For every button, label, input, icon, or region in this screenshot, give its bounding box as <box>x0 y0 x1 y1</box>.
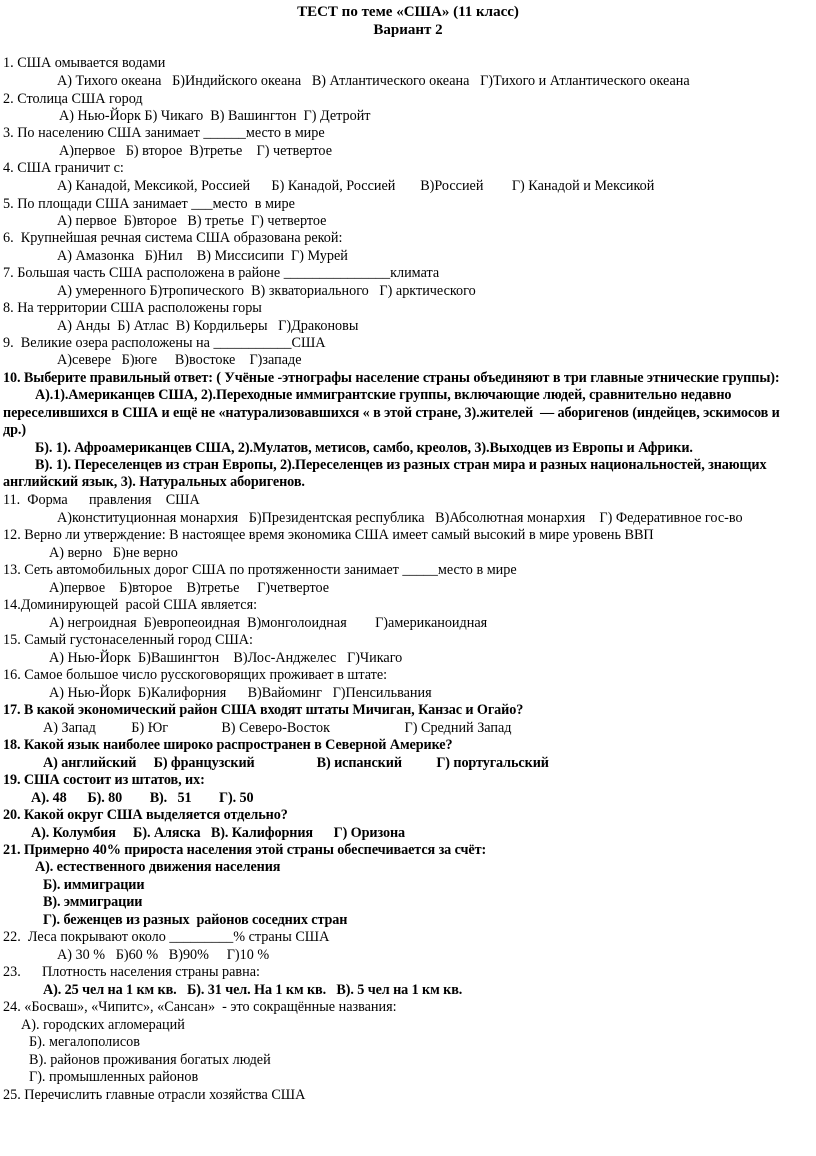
answer-10a-line3: др.) <box>3 422 26 438</box>
question-6: 6. Крупнейшая речная система США образована рекой: <box>3 230 343 246</box>
answers-9: А)севере Б)юге В)востоке Г)западе <box>57 352 302 368</box>
answers-11: А)конституционная монархия Б)Президентская республика В)Абсолютная монархия Г) Федеративное гос-во <box>57 510 743 526</box>
answer-21a: А). естественного движения населения <box>35 859 281 875</box>
question-13: 13. Сеть автомобильных дорог США по протяженности занимает _____место в мире <box>3 562 517 578</box>
question-2: 2. Столица США город <box>3 91 143 107</box>
answer-24d: Г). промышленных районов <box>29 1069 199 1085</box>
variant-label: Вариант 2 <box>373 22 443 38</box>
answer-21c: В). эммиграции <box>43 894 143 910</box>
question-11: 11. Форма правления США <box>3 492 200 508</box>
answers-3: А)первое Б) второе В)третье Г) четвертое <box>59 143 332 159</box>
answer-24c: В). районов проживания богатых людей <box>29 1052 271 1068</box>
question-16: 16. Самое большое число русскоговорящих проживает в штате: <box>3 667 388 683</box>
question-5: 5. По площади США занимает ___место в мире <box>3 196 295 212</box>
answers-4: А) Канадой, Мексикой, Россией Б) Канадой, Россией В)Россией Г) Канадой и Мексикой <box>57 178 655 194</box>
answers-8: А) Анды Б) Атлас В) Кордильеры Г)Драконовы <box>57 318 359 334</box>
answers-18: А) английский Б) французский В) испанский Г) португальский <box>43 755 549 771</box>
question-10: 10. Выберите правильный ответ: ( Учёные -этнографы население страны объединяют в три главные этнические группы): <box>3 370 780 386</box>
question-9: 9. Великие озера расположены на ___________США <box>3 335 326 351</box>
question-14: 14.Доминирующей расой США является: <box>3 597 258 613</box>
question-25: 25. Перечислить главные отрасли хозяйства США <box>3 1087 306 1103</box>
answers-19: А). 48 Б). 80 В). 51 Г). 50 <box>31 790 254 806</box>
answers-17: А) Запад Б) Юг В) Северо-Восток Г) Средний Запад <box>43 720 512 736</box>
question-8: 8. На территории США расположены горы <box>3 300 262 316</box>
answers-15: А) Нью-Йорк Б)Вашингтон В)Лос-Анджелес Г)Чикаго <box>49 650 403 666</box>
question-19: 19. США состоит из штатов, их: <box>3 772 205 788</box>
answer-24b: Б). мегалополисов <box>29 1034 140 1050</box>
question-21: 21. Примерно 40% прироста населения этой страны обеспечивается за счёт: <box>3 842 487 858</box>
answers-12: А) верно Б)не верно <box>49 545 178 561</box>
answers-22: А) 30 % Б)60 % В)90% Г)10 % <box>57 947 270 963</box>
answers-23: А). 25 чел на 1 км кв. Б). 31 чел. На 1 км кв. В). 5 чел на 1 км кв. <box>43 982 463 998</box>
answers-20: А). Колумбия Б). Аляска В). Калифорния Г) Оризона <box>31 825 406 841</box>
question-3: 3. По населению США занимает ______место в мире <box>3 125 325 141</box>
answer-10a-line1: А).1).Американцев США, 2).Переходные иммигрантские группы, включающие людей, сравнительно недавно <box>35 387 732 403</box>
answer-24a: А). городских агломераций <box>21 1017 185 1033</box>
question-7: 7. Большая часть США расположена в районе _______________климата <box>3 265 440 281</box>
question-1: 1. США омывается водами <box>3 55 166 71</box>
answers-13: А)первое Б)второе В)третье Г)четвертое <box>49 580 330 596</box>
answer-10b: Б). 1). Афроамериканцев США, 2).Мулатов, метисов, самбо, креолов, 3).Выходцев из Европы и Африки. <box>35 440 693 456</box>
question-22: 22. Леса покрывают около _________% страны США <box>3 929 330 945</box>
answers-14: А) негроидная Б)европеоидная В)монголоидная Г)американоидная <box>49 615 488 631</box>
answers-6: А) Амазонка Б)Нил В) Миссисипи Г) Мурей <box>57 248 348 264</box>
answers-1: А) Тихого океана Б)Индийского океана В) Атлантического океана Г)Тихого и Атлантического океана <box>57 73 690 89</box>
answer-10a-line2: переселившихся в США и ещё не «натурализовавшихся « в этой стране, 3).жителей — аборигенов (индейцев, эскимосов и <box>3 405 780 421</box>
answer-21b: Б). иммиграции <box>43 877 145 893</box>
answers-7: А) умеренного Б)тропического В) зкваториального Г) арктического <box>57 283 476 299</box>
answer-10c-line2: английский язык, 3). Натуральных аборигенов. <box>3 474 305 490</box>
question-4: 4. США граничит с: <box>3 160 124 176</box>
answers-5: А) первое Б)второе В) третье Г) четвертое <box>57 213 327 229</box>
document-title: ТЕСТ по теме «США» (11 класс) <box>297 4 519 20</box>
answer-10c-line1: В). 1). Переселенцев из стран Европы, 2).Переселенцев из разных стран мира и разных национальностей, знающих <box>35 457 767 473</box>
answers-2: А) Нью-Йорк Б) Чикаго В) Вашингтон Г) Детройт <box>59 108 371 124</box>
question-20: 20. Какой округ США выделяется отдельно? <box>3 807 288 823</box>
question-12: 12. Верно ли утверждение: В настоящее время экономика США имеет самый высокий в мире уровень ВВП <box>3 527 654 543</box>
question-18: 18. Какой язык наиболее широко распространен в Северной Америке? <box>3 737 453 753</box>
answers-16: А) Нью-Йорк Б)Калифорния В)Вайоминг Г)Пенсильвания <box>49 685 432 701</box>
question-23: 23. Плотность населения страны равна: <box>3 964 260 980</box>
answer-21d: Г). беженцев из разных районов соседних стран <box>43 912 348 928</box>
question-15: 15. Самый густонаселенный город США: <box>3 632 253 648</box>
question-24: 24. «Босваш», «Чипитс», «Сансан» - это сокращённые названия: <box>3 999 397 1015</box>
question-17: 17. В какой экономический район США входят штаты Мичиган, Канзас и Огайо? <box>3 702 524 718</box>
